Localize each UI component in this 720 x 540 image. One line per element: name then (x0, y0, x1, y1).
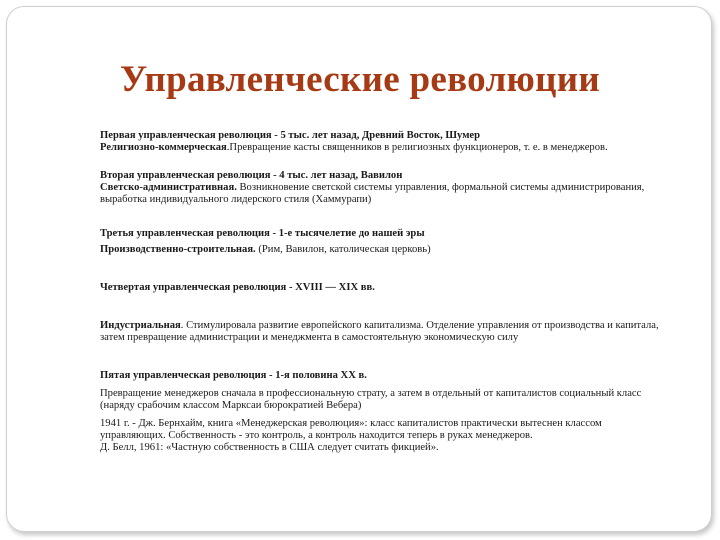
section-5-text-2: 1941 г. - Дж. Бернхайм, книга «Менеджерская революция»: класс капиталистов практически вытеснен классом управляющих. Собственность - это контроль, а контроль находится теперь в руках менеджеров. (100, 418, 602, 441)
section-4-body (100, 320, 660, 344)
section-3-text: (Рим, Вавилон, католическая церковь) (255, 244, 431, 255)
section-1-heading: Первая управленческая революция - 5 тыс. лет назад, Древний Восток, Шумер (100, 130, 480, 141)
section-1-body (100, 142, 660, 154)
section-3-heading: Третья управленческая революция - 1-е тысячелетие до нашей эры (100, 228, 425, 239)
section-1-term: Религиозно-коммерческая (100, 142, 227, 153)
section-3-term: Производственно-строительная. (100, 244, 256, 255)
slide-content (100, 130, 660, 454)
section-2-heading: Вторая управленческая революция - 4 тыс. лет назад, Вавилон (100, 170, 403, 181)
section-3-body (100, 244, 660, 256)
section-5-text-1: Превращение менеджеров сначала в профессиональную страту, а затем в отдельный от капиталистов социальный класс (наряду срабочим классом Марксаи бюрократией Вебера) (100, 388, 642, 411)
slide-title: Управленческие революции (120, 59, 600, 100)
section-2-term: Светско-административная. (100, 182, 237, 193)
section-2-text: Возникновение светской системы управления, формальной системы администрирования, выработка индивидуального лидерского стиля (Хаммурапи) (100, 182, 645, 205)
section-5-heading: Пятая управленческая революция - 1-я половина XX в. (100, 370, 367, 381)
section-4-heading: Четвертая управленческая революция - XVIII — XIX вв. (100, 282, 375, 293)
section-1-text: .Превращение касты священников в религиозных функционеров, т. е. в менеджеров. (226, 142, 608, 153)
section-4-text: . Стимулировала развитие европейского капитализма. Отделение управления от производства и капитала, затем превращение администрации и менеджмента в самостоятельную экономическую силу (100, 320, 659, 343)
section-4-term: Индустриальная (100, 320, 181, 331)
section-5-text-3: Д. Белл, 1961: «Частную собственность в США следует считать фикцией». (100, 442, 439, 453)
section-2-body (100, 182, 660, 206)
